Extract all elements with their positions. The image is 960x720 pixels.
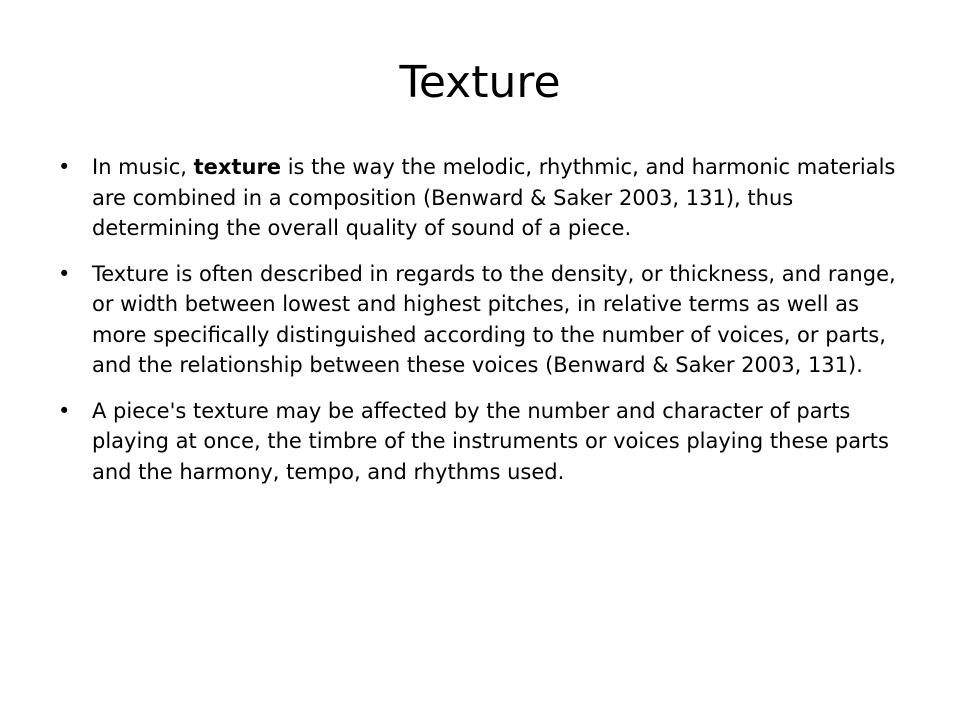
- bullet-list: [58, 152, 898, 502]
- bullet-dot-icon: •: [58, 398, 71, 423]
- bullet-dot-icon: •: [58, 155, 71, 179]
- bold-term: texture: [193, 155, 282, 179]
- bullet-item: [58, 152, 898, 244]
- bullet-item: [58, 259, 898, 381]
- bullet-dot-icon: •: [58, 261, 71, 286]
- bullet-text: Texture is often described in regards to the density, or thickness, and range, or width between lowest and highest pitches, in relative terms as well as more specifically distinguished according to the number of voices, or parts, and the relationship between these voices (Benward & Saker 2003, 131).: [92, 261, 896, 377]
- bullet-text-prefix: In music,: [92, 155, 194, 179]
- bullet-text-suffix: is the way the melodic, rhythmic, and harmonic materials are combined in a composition (Benward & Saker 2003, 131), thus determining the overall quality of sound of a piece.: [92, 155, 896, 240]
- slide-title: Texture: [399, 57, 561, 108]
- bullet-item: [58, 396, 898, 488]
- bullet-text: [92, 155, 895, 240]
- bullet-text: A piece's texture may be affected by the number and character of parts playing at once, the timbre of the instruments or voices playing these parts and the harmony, tempo, and rhythms used.: [92, 398, 889, 484]
